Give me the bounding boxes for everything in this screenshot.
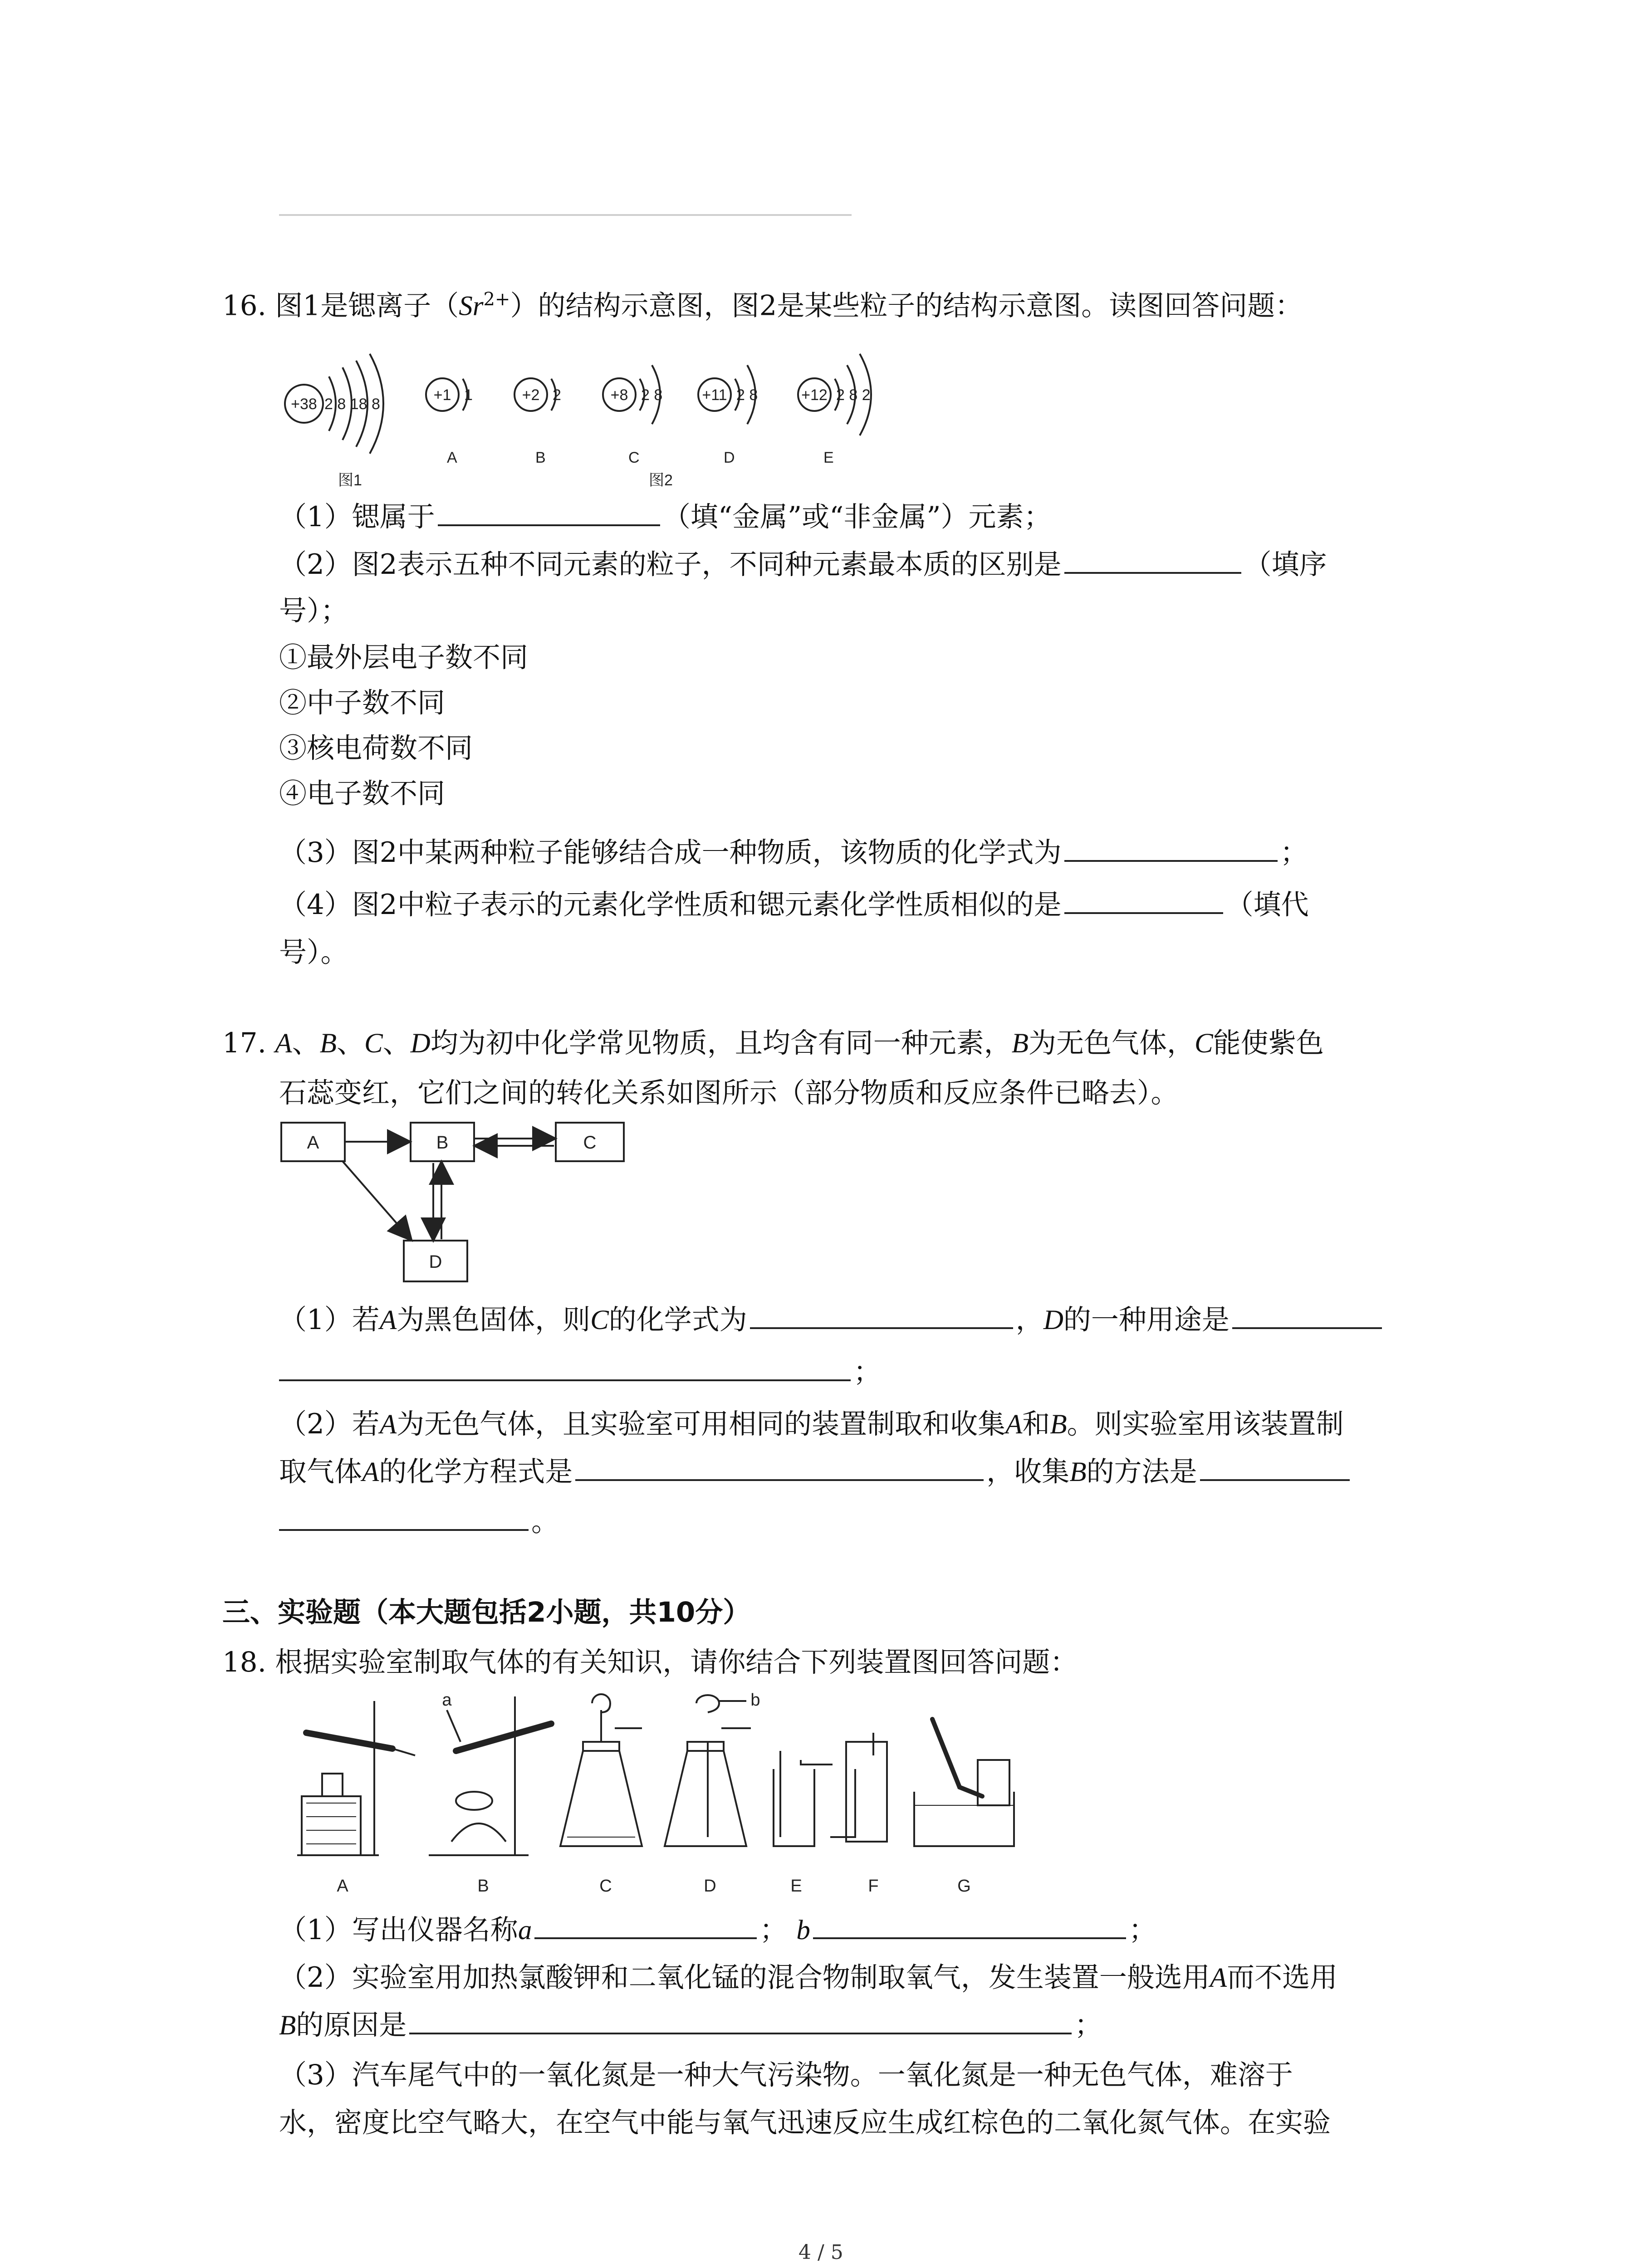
svg-text:+11: +11 xyxy=(702,386,727,404)
svg-text:A: A xyxy=(307,1133,319,1153)
q17-part2-line3: 。 xyxy=(279,1499,559,1545)
q18-part3-line1: （3）汽车尾气中的一氧化氮是一种大气污染物。一氧化氮是一种无色气体，难溶于 xyxy=(279,2059,1293,2091)
header-rule xyxy=(279,214,852,216)
conversion-diagram xyxy=(279,1120,633,1284)
answer-blank[interactable] xyxy=(409,2006,1072,2034)
q17-stem-line2: 石蕊变红，它们之间的转化关系如图所示（部分物质和反应条件已略去）。 xyxy=(279,1077,1179,1109)
q16-number: 16. xyxy=(222,289,267,322)
q18-part3-line2: 水，密度比空气略大，在空气中能与氧气迅速反应生成红棕色的二氧化氮气体。在实验 xyxy=(279,2107,1331,2139)
svg-text:E: E xyxy=(823,449,834,466)
answer-blank[interactable] xyxy=(279,1353,851,1381)
apparatus-figure xyxy=(279,1692,1096,1901)
svg-text:2 8: 2 8 xyxy=(736,386,758,404)
apparatus-a-block xyxy=(302,1796,361,1855)
fig-label-b: b xyxy=(750,1692,760,1710)
answer-blank[interactable] xyxy=(750,1301,1013,1329)
answer-blank[interactable] xyxy=(1232,1301,1382,1329)
q16-option-3: ③核电荷数不同 xyxy=(279,732,473,764)
fig2-caption: 图2 xyxy=(649,472,673,489)
svg-text:A: A xyxy=(337,1877,348,1896)
svg-text:C: C xyxy=(628,449,640,466)
svg-text:1: 1 xyxy=(464,386,473,404)
answer-blank[interactable] xyxy=(279,1503,529,1531)
q16-option-2: ②中子数不同 xyxy=(279,687,446,719)
q16-part3: （3）图2中某两种粒子能够结合成一种物质，该物质的化学式为 ； xyxy=(279,830,1308,875)
page-number: 4 / 5 xyxy=(798,2241,843,2264)
apparatus-c-flask xyxy=(560,1751,642,1846)
q18-part2-line1: （2）实验室用加热氯酸钾和二氧化锰的混合物制取氧气，发生装置一般选用A而不选用 xyxy=(279,1961,1338,1994)
svg-text:2: 2 xyxy=(553,386,561,404)
answer-blank[interactable] xyxy=(575,1453,984,1481)
answer-blank[interactable] xyxy=(1064,546,1241,574)
q16-option-4: ④电子数不同 xyxy=(279,777,446,810)
svg-text:+12: +12 xyxy=(801,386,828,404)
svg-text:D: D xyxy=(704,1877,716,1896)
q17-part2-line2: 取气体A的化学方程式是 ，收集B的方法是 xyxy=(279,1449,1352,1495)
sr-nucleus-label: +38 xyxy=(291,396,317,413)
q17-part1-cont: ； xyxy=(279,1349,881,1395)
q16-part2: （2）图2表示五种不同元素的粒子，不同种元素最本质的区别是 （填序 xyxy=(279,542,1327,587)
q16-option-1: ①最外层电子数不同 xyxy=(279,641,529,674)
svg-text:2 8 18 8: 2 8 18 8 xyxy=(324,396,380,413)
fig1-caption: 图1 xyxy=(338,472,362,489)
svg-text:D: D xyxy=(429,1252,442,1272)
q17-part2-line1: （2）若A为无色气体，且实验室可用相同的装置制取和收集A和B。则实验室用该装置制 xyxy=(279,1408,1344,1440)
atomic-structure-figure xyxy=(279,327,914,499)
svg-text:B: B xyxy=(477,1877,489,1896)
svg-text:2 8 2: 2 8 2 xyxy=(836,386,871,404)
q18-part2-line2: B的原因是 ； xyxy=(279,2003,1102,2048)
svg-text:2 8: 2 8 xyxy=(641,386,663,404)
q16-part1: （1）锶属于 （填“金属”或“非金属”）元素； xyxy=(279,494,1052,540)
svg-text:C: C xyxy=(583,1133,597,1153)
svg-text:B: B xyxy=(436,1133,449,1153)
svg-text:+8: +8 xyxy=(610,386,628,404)
svg-text:D: D xyxy=(724,449,735,466)
answer-blank[interactable] xyxy=(438,498,660,526)
q17-stem-line1: 17. A、B、C、D均为初中化学常见物质，且均含有同一种元素，B为无色气体，C能使紫色 xyxy=(222,1027,1324,1059)
answer-blank[interactable] xyxy=(1064,834,1278,862)
svg-text:A: A xyxy=(447,449,457,466)
answer-blank[interactable] xyxy=(534,1911,757,1939)
q16-part4: （4）图2中粒子表示的元素化学性质和锶元素化学性质相似的是 （填代 xyxy=(279,882,1309,928)
q18-part1: （1）写出仪器名称a ； b ； xyxy=(279,1907,1156,1953)
svg-text:B: B xyxy=(535,449,546,466)
section-heading: 三、实验题（本大题包括2小题，共10分） xyxy=(222,1596,751,1628)
answer-blank[interactable] xyxy=(1064,886,1223,914)
svg-text:+2: +2 xyxy=(522,386,540,404)
q17-part1: （1）若A为黑色固体，则C的化学式为 ，D的一种用途是 xyxy=(279,1297,1385,1343)
answer-blank[interactable] xyxy=(813,1911,1126,1939)
svg-text:F: F xyxy=(868,1877,879,1896)
q16-stem: 16. 图1是锶离子$(Sr^{2+})$的结构示意图，图2是某些粒子的结构示意图。读图回答问题： xyxy=(222,289,1303,322)
answer-blank[interactable] xyxy=(1200,1453,1350,1481)
svg-text:G: G xyxy=(957,1877,971,1896)
svg-text:E: E xyxy=(790,1877,802,1896)
svg-text:C: C xyxy=(599,1877,612,1896)
svg-text:+1: +1 xyxy=(433,386,451,404)
fig-label-a: a xyxy=(442,1692,452,1710)
q18-stem: 18. 根据实验室制取气体的有关知识，请你结合下列装置图回答问题： xyxy=(222,1646,1078,1678)
